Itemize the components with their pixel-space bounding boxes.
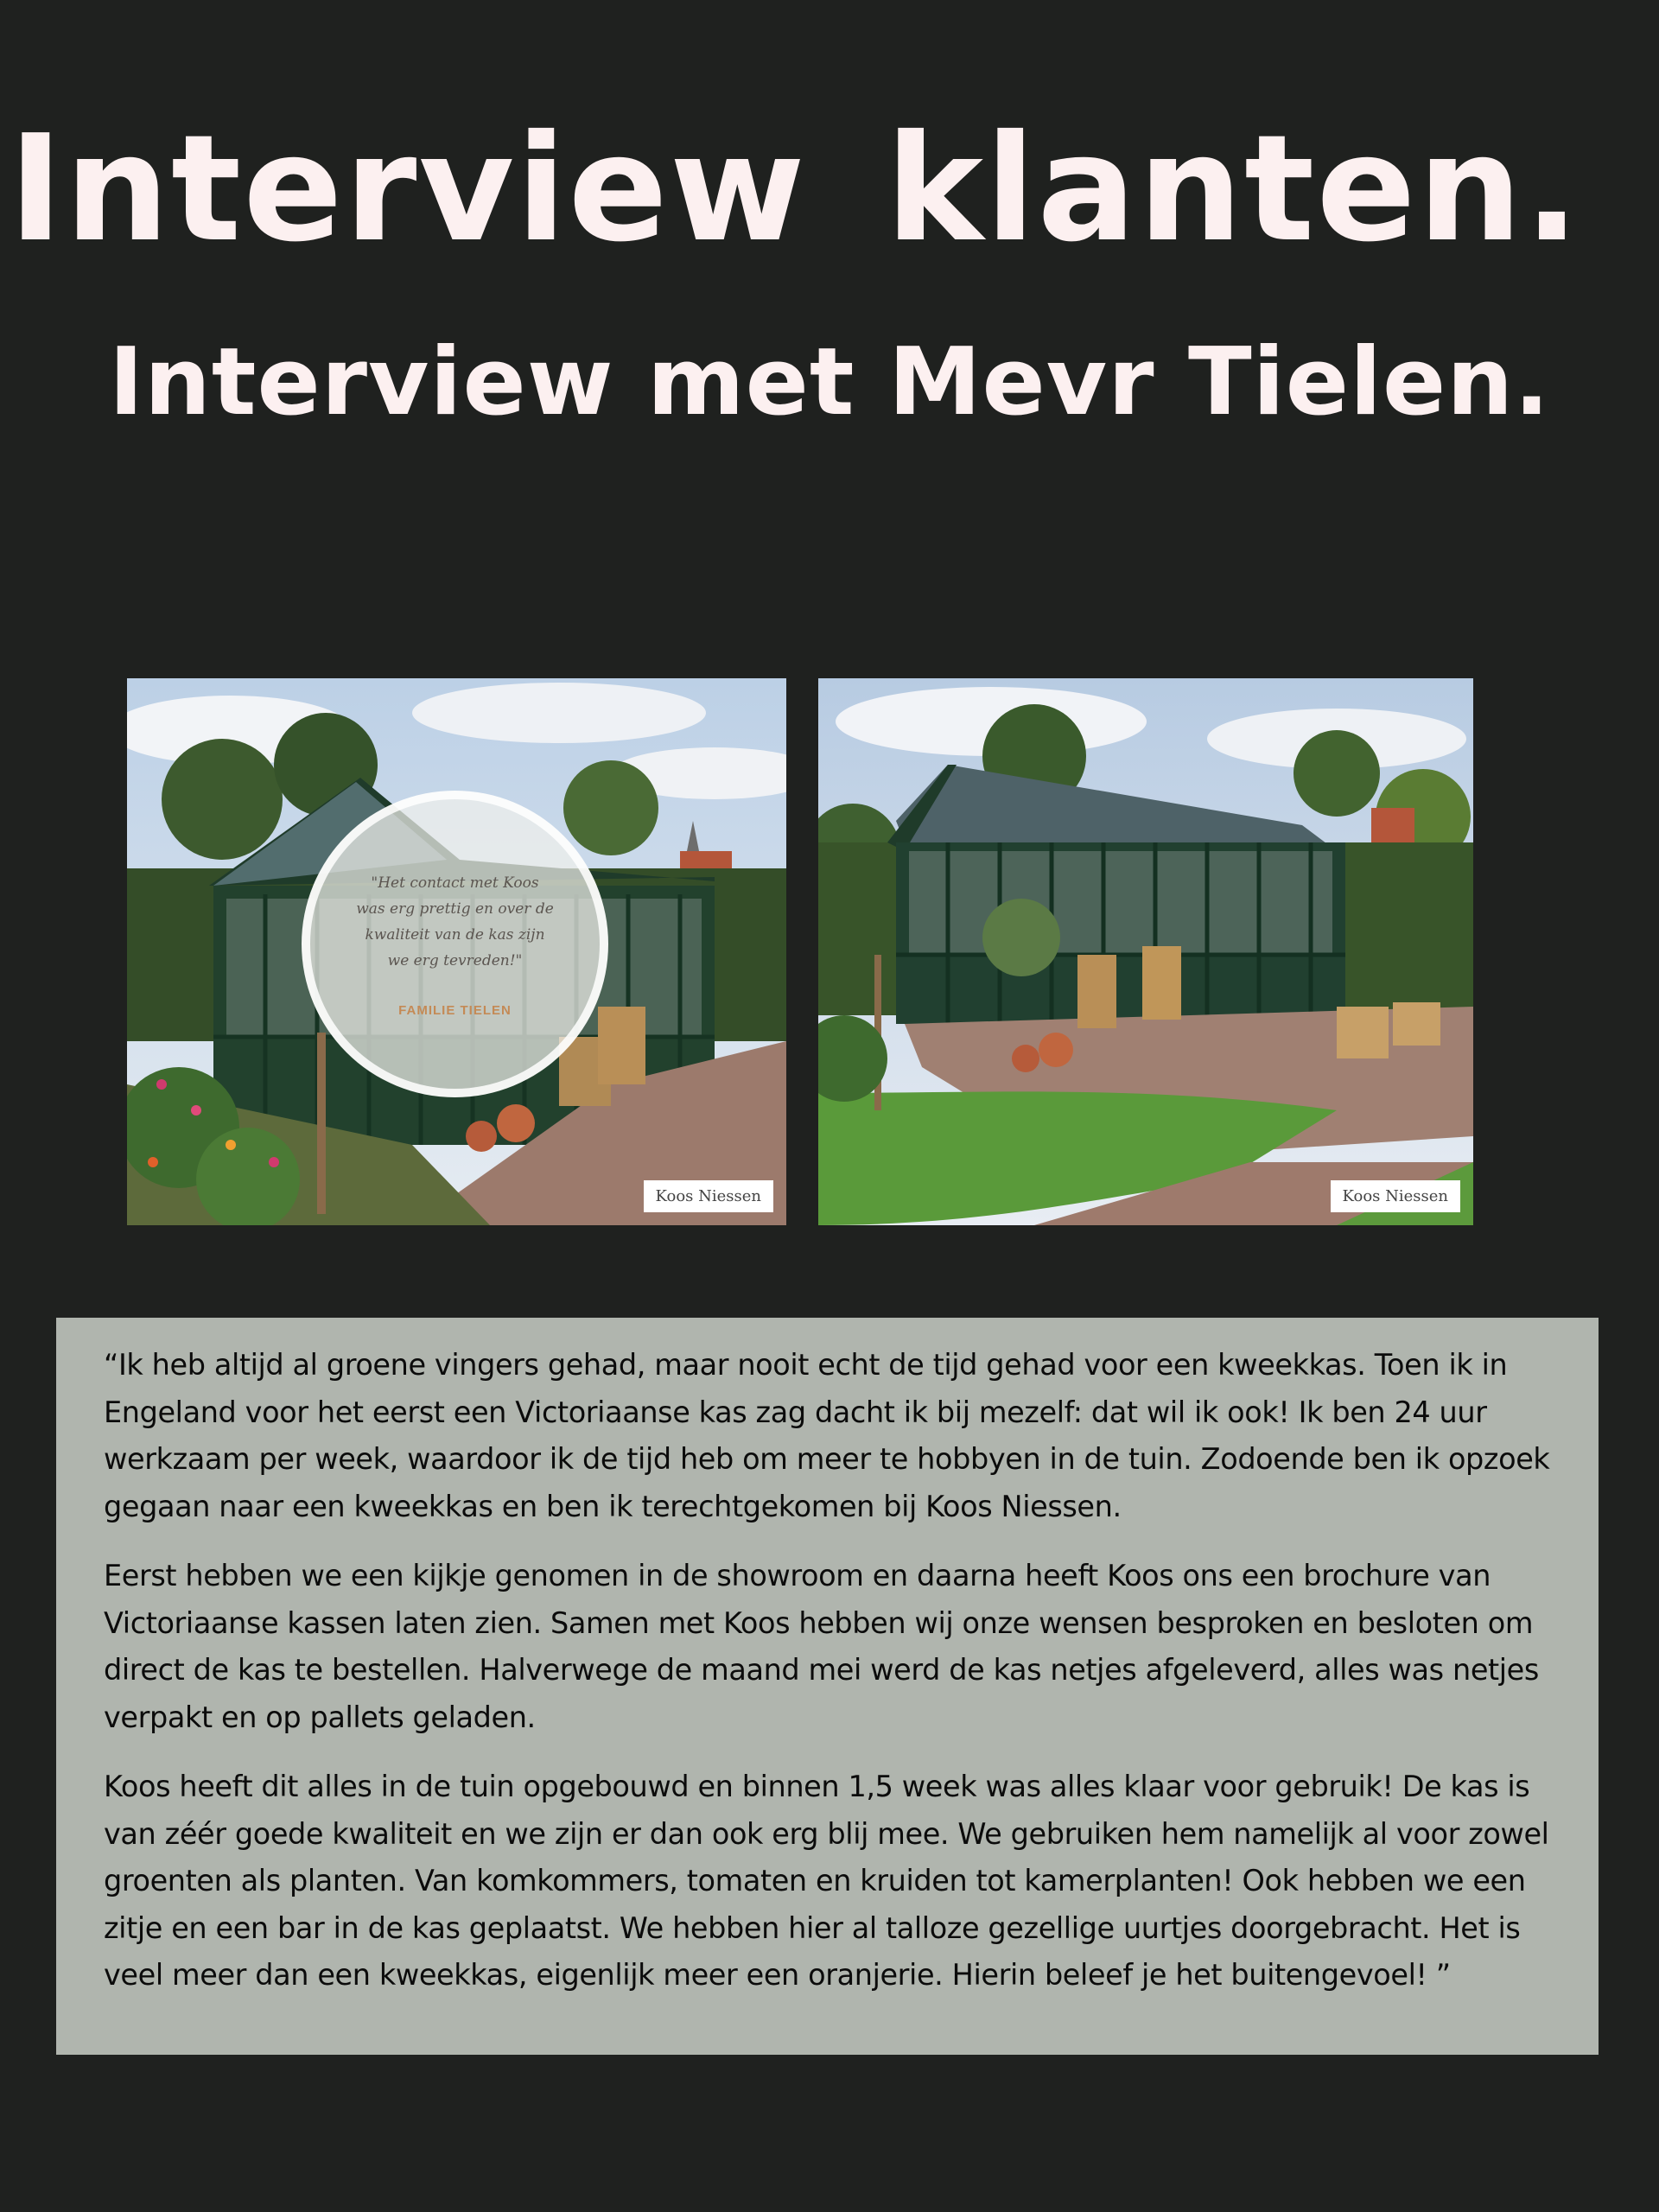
greenhouse-illustration-2 (818, 678, 1473, 1225)
testimonial-quote: "Het contact met Koos was erg prettig en over de kwaliteit van de kas zijn we erg tevreden!" (356, 874, 554, 969)
page-subtitle: Interview met Mevr Tielen. (108, 328, 1551, 436)
article-paragraph-3: Koos heeft dit alles in de tuin opgebouwd en binnen 1,5 week was alles klaar voor gebruik! De kas is van zéér goede kwaliteit en we zijn er dan ook erg blij mee. We gebruiken hem namelijk al voor zowel groenten als planten. Van komkommers, tomaten en kruiden tot kamerplanten! Ook hebben we een zitje en een bar in de kas geplaatst. We hebben hier al talloze gezellige uurtjes doorgebracht. Het is veel meer dan een kweekkas, eigenlijk meer een oranjerie. Hierin beleef je het buitengevoel! ” (104, 1770, 1549, 1992)
article-paragraph-1: “Ik heb altijd al groene vingers gehad, maar nooit echt de tijd gehad voor een kweekkas. Toen ik in Engeland voor het eerst een Victoriaanse kas zag dacht ik bij mezelf: dat wil ik ook! Ik ben 24 uur werkzaam per week, waardoor ik de tijd heb om meer te hobbyen in de tuin. Zodoende ben ik opzoek gegaan naar een kweekkas en ben ik terechtgekomen bij Koos Niessen. (104, 1348, 1550, 1523)
greenhouse-photo-1 (127, 678, 786, 1225)
article-paragraph-2: Eerst hebben we een kijkje genomen in de showroom en daarna heeft Koos ons een brochure van Victoriaanse kassen laten zien. Samen met Koos hebben wij onze wensen besproken en besloten om direct de kas te bestellen. Halverwege de maand mei werd de kas netjes afgeleverd, alles was netjes verpakt en op pallets geladen. (104, 1559, 1539, 1734)
photo-watermark: Koos Niessen (644, 1180, 773, 1212)
testimonial-badge (302, 791, 608, 1097)
testimonial-author: FAMILIE TIELEN (398, 1003, 512, 1018)
interview-text-box (56, 1318, 1599, 2055)
greenhouse-photo-2 (818, 678, 1473, 1225)
photo-watermark: Koos Niessen (1331, 1180, 1460, 1212)
page-title: Interview klanten. (8, 104, 1582, 275)
